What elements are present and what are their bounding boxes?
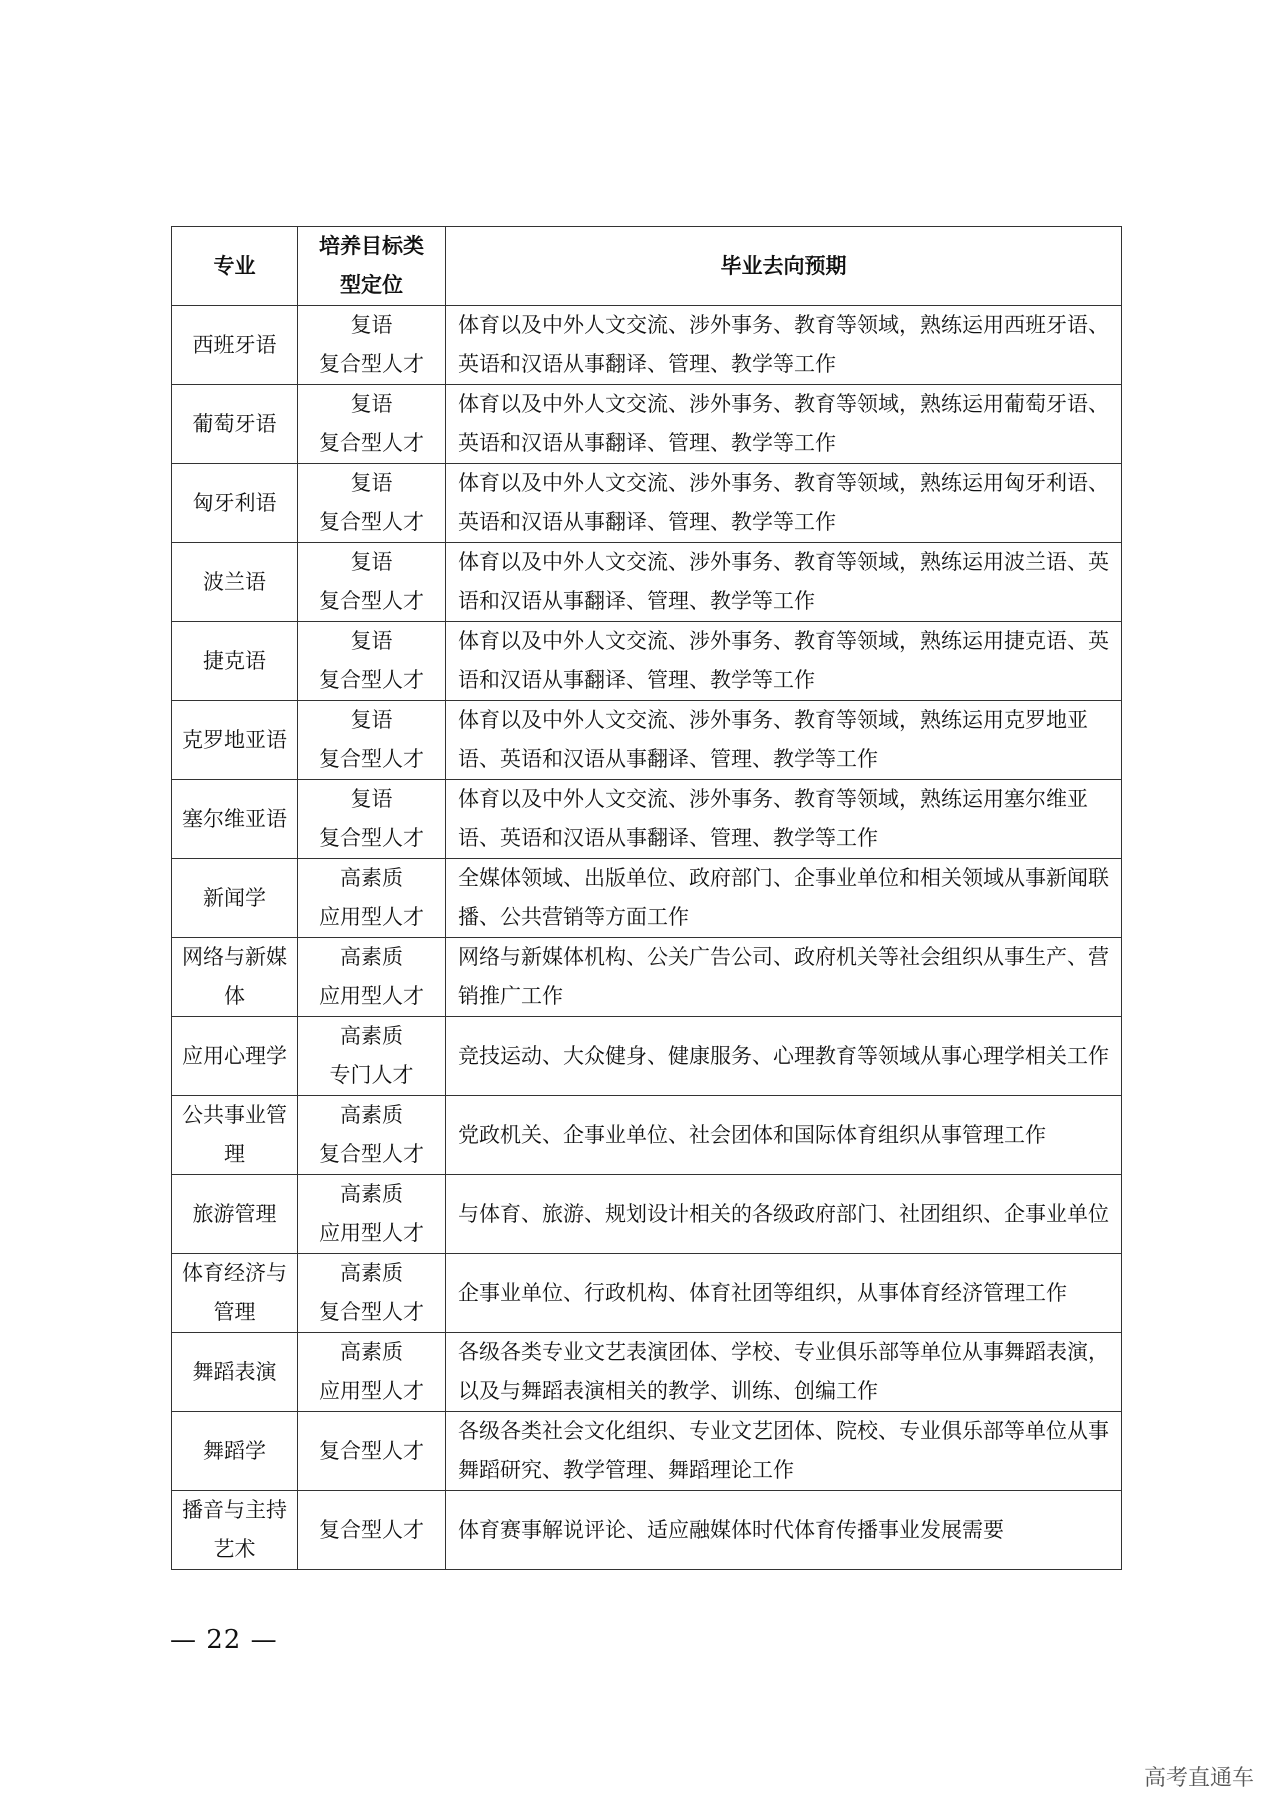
type-cell: 复合型人才 <box>298 1412 446 1491</box>
table-row <box>172 1491 1122 1570</box>
table-row <box>172 1175 1122 1254</box>
header-outlook: 毕业去向预期 <box>446 227 1122 306</box>
outlook-cell: 党政机关、企事业单位、社会团体和国际体育组织从事管理工作 <box>446 1096 1122 1175</box>
header-major: 专业 <box>172 227 298 306</box>
type-cell: 复合型人才 <box>298 1491 446 1570</box>
outlook-cell: 体育以及中外人文交流、涉外事务、教育等领域，熟练运用捷克语、英语和汉语从事翻译、管理、教学等工作 <box>446 622 1122 701</box>
major-cell: 公共事业管理 <box>172 1096 298 1175</box>
table-row <box>172 780 1122 859</box>
table-row <box>172 464 1122 543</box>
major-cell: 舞蹈学 <box>172 1412 298 1491</box>
type-cell: 高素质 应用型人才 <box>298 1175 446 1254</box>
outlook-cell: 各级各类社会文化组织、专业文艺团体、院校、专业俱乐部等单位从事舞蹈研究、教学管理、舞蹈理论工作 <box>446 1412 1122 1491</box>
table-row <box>172 1017 1122 1096</box>
major-cell: 网络与新媒体 <box>172 938 298 1017</box>
type-cell: 复语 复合型人才 <box>298 701 446 780</box>
table-body <box>172 306 1122 1570</box>
major-cell: 舞蹈表演 <box>172 1333 298 1412</box>
major-cell: 波兰语 <box>172 543 298 622</box>
table-row <box>172 701 1122 780</box>
major-cell: 匈牙利语 <box>172 464 298 543</box>
table-row <box>172 543 1122 622</box>
type-cell: 复语 复合型人才 <box>298 306 446 385</box>
table-row <box>172 622 1122 701</box>
page-number: — 22 — <box>170 1625 278 1655</box>
major-cell: 新闻学 <box>172 859 298 938</box>
watermark: 高考直通车 <box>1143 1766 1254 1791</box>
type-cell: 复语 复合型人才 <box>298 385 446 464</box>
table-row <box>172 1096 1122 1175</box>
table-row <box>172 1333 1122 1412</box>
major-cell: 克罗地亚语 <box>172 701 298 780</box>
major-cell: 塞尔维亚语 <box>172 780 298 859</box>
type-cell: 高素质 应用型人才 <box>298 1333 446 1412</box>
major-cell: 葡萄牙语 <box>172 385 298 464</box>
major-cell: 应用心理学 <box>172 1017 298 1096</box>
type-cell: 复语 复合型人才 <box>298 622 446 701</box>
outlook-cell: 全媒体领域、出版单位、政府部门、企事业单位和相关领域从事新闻联播、公共营销等方面工作 <box>446 859 1122 938</box>
type-cell: 高素质 专门人才 <box>298 1017 446 1096</box>
outlook-cell: 体育以及中外人文交流、涉外事务、教育等领域，熟练运用葡萄牙语、英语和汉语从事翻译、管理、教学等工作 <box>446 385 1122 464</box>
outlook-cell: 与体育、旅游、规划设计相关的各级政府部门、社团组织、企事业单位 <box>446 1175 1122 1254</box>
type-cell: 高素质 复合型人才 <box>298 1096 446 1175</box>
outlook-cell: 体育以及中外人文交流、涉外事务、教育等领域，熟练运用克罗地亚语、英语和汉语从事翻译、管理、教学等工作 <box>446 701 1122 780</box>
outlook-cell: 体育赛事解说评论、适应融媒体时代体育传播事业发展需要 <box>446 1491 1122 1570</box>
majors-table <box>171 226 1122 1570</box>
type-cell: 高素质 应用型人才 <box>298 859 446 938</box>
outlook-cell: 体育以及中外人文交流、涉外事务、教育等领域，熟练运用西班牙语、英语和汉语从事翻译、管理、教学等工作 <box>446 306 1122 385</box>
outlook-cell: 各级各类专业文艺表演团体、学校、专业俱乐部等单位从事舞蹈表演，以及与舞蹈表演相关的教学、训练、创编工作 <box>446 1333 1122 1412</box>
major-cell: 播音与主持艺术 <box>172 1491 298 1570</box>
table-row <box>172 1254 1122 1333</box>
major-cell: 旅游管理 <box>172 1175 298 1254</box>
outlook-cell: 体育以及中外人文交流、涉外事务、教育等领域，熟练运用匈牙利语、英语和汉语从事翻译、管理、教学等工作 <box>446 464 1122 543</box>
outlook-cell: 竞技运动、大众健身、健康服务、心理教育等领域从事心理学相关工作 <box>446 1017 1122 1096</box>
table-row <box>172 306 1122 385</box>
major-cell: 体育经济与管理 <box>172 1254 298 1333</box>
table-row <box>172 859 1122 938</box>
table-row <box>172 385 1122 464</box>
table-row <box>172 938 1122 1017</box>
type-cell: 复语 复合型人才 <box>298 464 446 543</box>
major-cell: 捷克语 <box>172 622 298 701</box>
type-cell: 复语 复合型人才 <box>298 543 446 622</box>
type-cell: 复语 复合型人才 <box>298 780 446 859</box>
major-cell: 西班牙语 <box>172 306 298 385</box>
outlook-cell: 网络与新媒体机构、公关广告公司、政府机关等社会组织从事生产、营销推广工作 <box>446 938 1122 1017</box>
outlook-cell: 企事业单位、行政机构、体育社团等组织，从事体育经济管理工作 <box>446 1254 1122 1333</box>
type-cell: 高素质 应用型人才 <box>298 938 446 1017</box>
header-type: 培养目标类型定位 <box>298 227 446 306</box>
type-cell: 高素质 复合型人才 <box>298 1254 446 1333</box>
outlook-cell: 体育以及中外人文交流、涉外事务、教育等领域，熟练运用塞尔维亚语、英语和汉语从事翻译、管理、教学等工作 <box>446 780 1122 859</box>
table-header-row <box>172 227 1122 306</box>
table-row <box>172 1412 1122 1491</box>
outlook-cell: 体育以及中外人文交流、涉外事务、教育等领域，熟练运用波兰语、英语和汉语从事翻译、管理、教学等工作 <box>446 543 1122 622</box>
